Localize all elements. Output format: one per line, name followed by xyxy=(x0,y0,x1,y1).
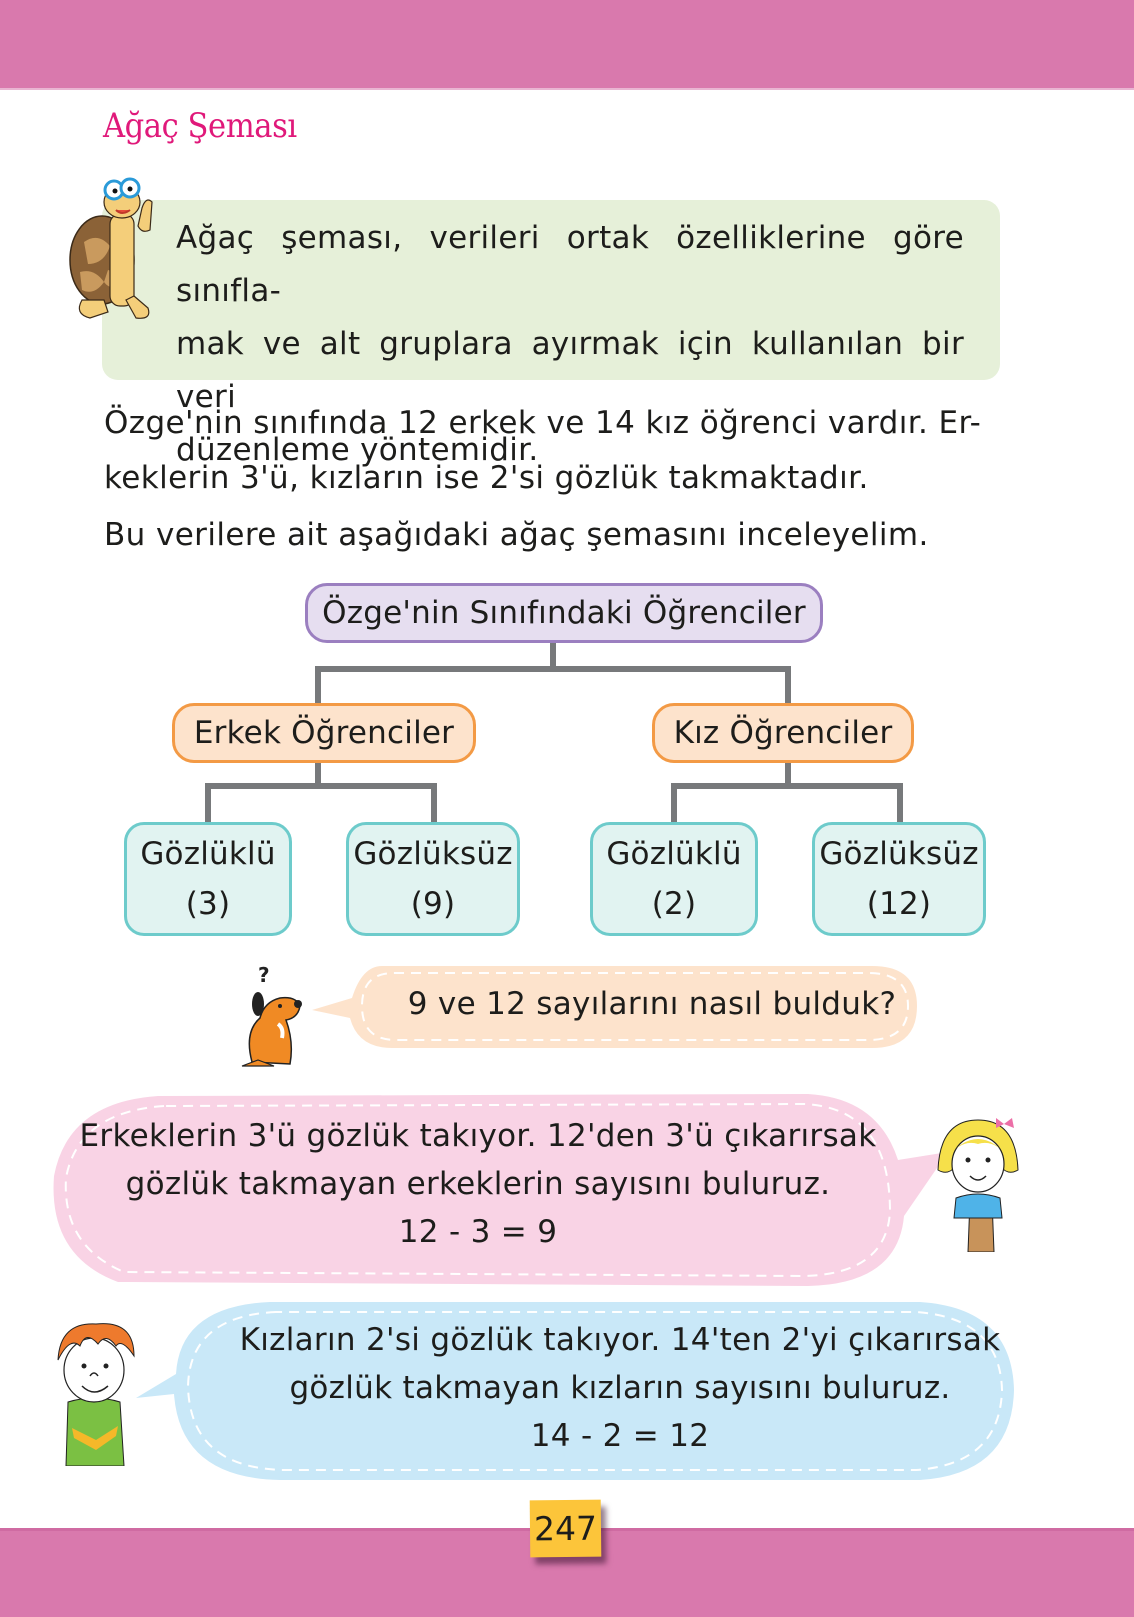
question-speech-bubble xyxy=(232,958,922,1054)
turtle-mascot-icon xyxy=(64,172,172,324)
tree-root-node: Özge'nin Sınıfındaki Öğrenciler xyxy=(305,583,823,643)
boy-speech-bubble xyxy=(40,1294,1030,1484)
leaf-count: (2) xyxy=(651,886,697,922)
leaf-count: (12) xyxy=(866,886,932,922)
instruction-text: Bu verilere ait aşağıdaki ağaç şemasını inceleyelim. xyxy=(104,517,929,553)
leaf-count: (3) xyxy=(185,886,231,922)
girl-explanation: Erkeklerin 3'ü gözlük takıyor. 12'den 3'ü çıkarırsak gözlük takmayan erkeklerin sayısını buluruz. 12 - 3 = 9 xyxy=(79,1118,877,1250)
leaf-label: Gözlüksüz xyxy=(353,836,513,872)
section-title: Ağaç Şeması xyxy=(103,106,297,146)
problem-statement: Özge'nin sınıfında 12 erkek ve 14 kız öğrenci vardır. Er- keklerin 3'ü, kızların ise 2'si gözlük takmaktadır. xyxy=(104,405,982,496)
question-text: 9 ve 12 sayılarını nasıl bulduk? xyxy=(407,986,897,1022)
tree-leaf-girls-glasses xyxy=(590,822,758,936)
boy-character-icon xyxy=(46,1316,142,1466)
tree-leaf-boys-no-glasses xyxy=(346,822,520,936)
girl-speech-bubble xyxy=(48,1086,1038,1292)
girl-character-icon xyxy=(930,1110,1026,1252)
leaf-label: Gözlüklü xyxy=(140,836,276,872)
leaf-count: (9) xyxy=(410,886,456,922)
top-header-band xyxy=(0,0,1134,88)
tree-node-girls: Kız Öğrenciler xyxy=(652,703,914,763)
definition-text: Ağaç şeması, verileri ortak özelliklerine göre sınıfla- mak ve alt gruplara ayırmak için kullanılan bir veri düzenleme yöntemidir. xyxy=(176,220,964,468)
boy-explanation: Kızların 2'si gözlük takıyor. 14'ten 2'yi çıkarırsak gözlük takmayan kızların sayısını buluruz. 14 - 2 = 12 xyxy=(239,1322,1001,1454)
leaf-label: Gözlüksüz xyxy=(819,836,979,872)
leaf-label: Gözlüklü xyxy=(606,836,742,872)
page-number: 247 xyxy=(530,1500,602,1558)
svg-text:?: ? xyxy=(258,963,270,987)
tree-node-boys: Erkek Öğrenciler xyxy=(172,703,476,763)
dog-character-icon xyxy=(238,962,308,1070)
tree-leaf-girls-no-glasses xyxy=(812,822,986,936)
tree-leaf-boys-glasses xyxy=(124,822,292,936)
